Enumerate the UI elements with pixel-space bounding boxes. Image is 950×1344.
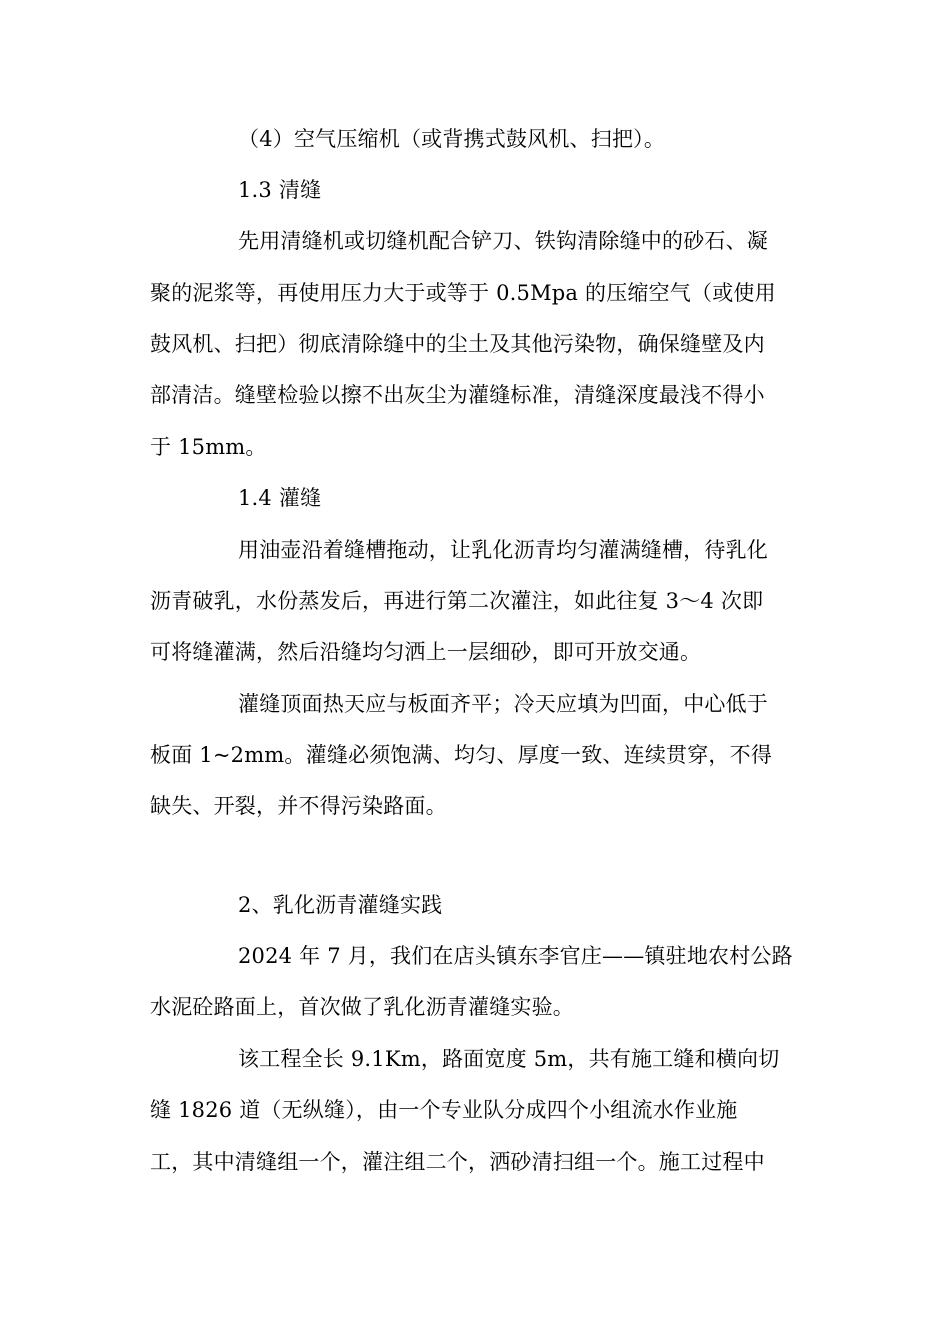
paragraph-line: 聚的泥浆等，再使用压力大于或等于 0.5Mpa 的压缩空气（或使用 — [150, 281, 776, 305]
paragraph-line: 水泥砼路面上，首次做了乳化沥青灌缝实验。 — [150, 995, 574, 1019]
paragraph-line: 缝 1826 道（无纵缝），由一个专业队分成四个小组流水作业施 — [150, 1098, 738, 1122]
list-item-air-compressor: （4）空气压缩机（或背携式鼓风机、扫把）。 — [238, 127, 666, 151]
paragraph-line: 板面 1~2mm。灌缝必须饱满、均匀、厚度一致、连续贯穿，不得 — [150, 743, 773, 767]
section-heading-1-3: 1.3 清缝 — [238, 178, 322, 202]
paragraph-line: 工，其中清缝组一个，灌注组二个，洒砂清扫组一个。施工过程中 — [150, 1150, 765, 1174]
paragraph-line: 沥青破乳，水份蒸发后，再进行第二次灌注，如此往复 3～4 次即 — [150, 589, 764, 613]
paragraph-line: 部清洁。缝壁检验以擦不出灰尘为灌缝标准，清缝深度最浅不得小 — [150, 383, 765, 407]
paragraph-line: 先用清缝机或切缝机配合铲刀、铁钩清除缝中的砂石、凝 — [238, 229, 768, 253]
paragraph-line: 2024 年 7 月，我们在店头镇东李官庄——镇驻地农村公路 — [238, 944, 793, 968]
paragraph-line: 缺失、开裂，并不得污染路面。 — [150, 794, 447, 818]
paragraph-line: 可将缝灌满，然后沿缝均匀洒上一层细砂，即可开放交通。 — [150, 640, 702, 664]
paragraph-line: 鼓风机、扫把）彻底清除缝中的尘土及其他污染物，确保缝壁及内 — [150, 332, 765, 356]
section-heading-1-4: 1.4 灌缝 — [238, 486, 322, 510]
paragraph-line: 灌缝顶面热天应与板面齐平；冷天应填为凹面，中心低于 — [238, 692, 768, 716]
paragraph-line: 用油壶沿着缝槽拖动，让乳化沥青均匀灌满缝槽，待乳化 — [238, 538, 768, 562]
paragraph-line: 于 15mm。 — [150, 435, 267, 459]
section-heading-2: 2、乳化沥青灌缝实践 — [238, 893, 443, 917]
paragraph-line: 该工程全长 9.1Km，路面宽度 5m，共有施工缝和横向切 — [238, 1047, 780, 1071]
